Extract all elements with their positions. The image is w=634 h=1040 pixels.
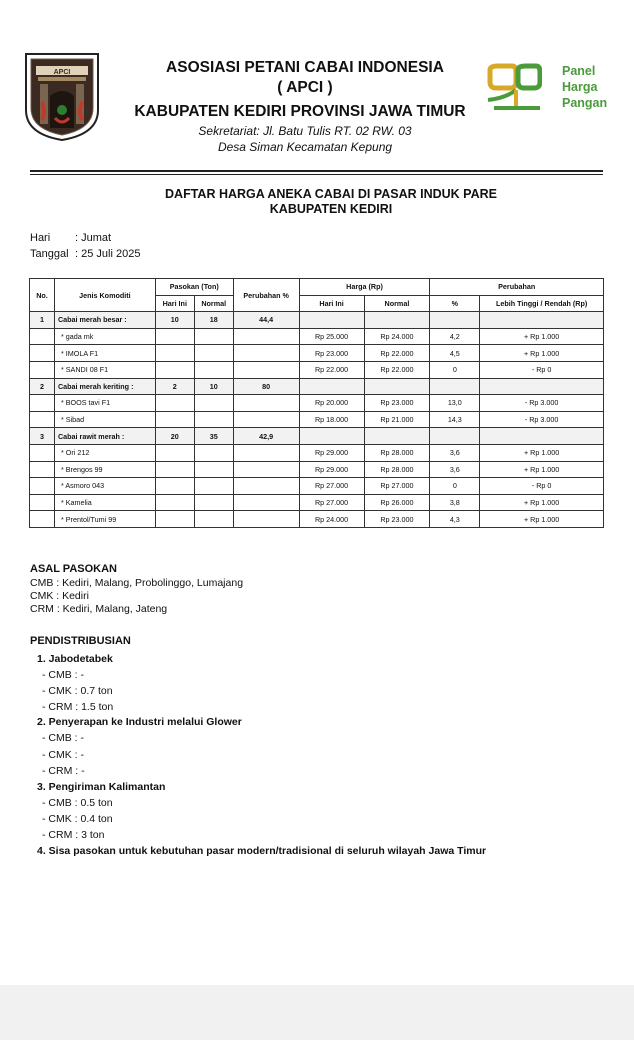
col-harga: Harga (Rp) [299, 279, 430, 296]
table-row [30, 411, 604, 428]
category-no: 1 [30, 312, 55, 329]
variety-name: * Sibad [54, 411, 155, 428]
org-name: ASOSIASI PETANI CABAI INDONESIA [166, 59, 444, 76]
distribusi-line: - CMK : 0.4 ton [42, 813, 113, 825]
asal-line: CMB : Kediri, Malang, Probolinggo, Lumajang [30, 577, 244, 589]
col-price-today: Hari Ini [299, 295, 364, 312]
table-row [30, 361, 604, 378]
price-normal: Rp 27.000 [364, 478, 430, 495]
price-pct: 3,6 [430, 444, 480, 461]
category-row [30, 428, 604, 445]
variety-name: * Asmoro 043 [54, 478, 155, 495]
table-row [30, 444, 604, 461]
category-name: Cabai rawit merah : [54, 428, 155, 445]
price-today: Rp 20.000 [299, 395, 364, 412]
col-supply-today: Hari Ini [155, 295, 194, 312]
date-label: Tanggal [30, 248, 69, 260]
supply-today: 2 [155, 378, 194, 395]
supply-normal: 10 [194, 378, 233, 395]
price-diff: - Rp 0 [480, 478, 604, 495]
price-normal: Rp 21.000 [364, 411, 430, 428]
price-pct: 0 [430, 361, 480, 378]
price-today: Rp 24.000 [299, 511, 364, 528]
partner-word-1: Panel [562, 64, 596, 78]
table-row [30, 395, 604, 412]
asal-line: CMK : Kediri [30, 590, 89, 602]
price-diff: - Rp 3.000 [480, 411, 604, 428]
distribusi-section-title: 1. Jabodetabek [37, 653, 113, 665]
date-value: : 25 Juli 2025 [75, 248, 141, 260]
variety-name: * SANDI 08 F1 [54, 361, 155, 378]
price-diff: + Rp 1.000 [480, 328, 604, 345]
day-value: : Jumat [75, 232, 112, 244]
category-name: Cabai merah keriting : [54, 378, 155, 395]
price-pct: 4,3 [430, 511, 480, 528]
header-divider-thin [30, 174, 603, 175]
price-today: Rp 29.000 [299, 444, 364, 461]
price-normal: Rp 23.000 [364, 395, 430, 412]
address-line-1: Sekretariat: Jl. Batu Tulis RT. 02 RW. 03 [198, 124, 412, 138]
document-title [100, 187, 562, 217]
variety-name: * BOOS tavi F1 [54, 395, 155, 412]
price-diff: + Rp 1.000 [480, 494, 604, 511]
price-today: Rp 23.000 [299, 345, 364, 362]
variety-name: * Brengos 99 [54, 461, 155, 478]
price-diff: + Rp 1.000 [480, 345, 604, 362]
distribusi-line: - CMB : - [42, 669, 84, 681]
table-row [30, 328, 604, 345]
supply-change: 42,9 [233, 428, 299, 445]
distribusi-title: PENDISTRIBUSIAN [30, 635, 131, 647]
price-pct: 3,8 [430, 494, 480, 511]
price-normal: Rp 28.000 [364, 444, 430, 461]
variety-name: * Kamelia [54, 494, 155, 511]
col-jenis: Jenis Komoditi [54, 279, 155, 312]
col-perubahan-pct: Perubahan % [233, 279, 299, 312]
supply-today: 20 [155, 428, 194, 445]
org-region: KABUPATEN KEDIRI PROVINSI JAWA TIMUR [134, 103, 466, 120]
variety-name: * Ori 212 [54, 444, 155, 461]
panel-harga-pangan-logo-icon [486, 62, 542, 112]
col-diff: Lebih Tinggi / Rendah (Rp) [480, 295, 604, 312]
table-row [30, 494, 604, 511]
asal-line: CRM : Kediri, Malang, Jateng [30, 603, 168, 615]
distribusi-section-title: 4. Sisa pasokan untuk kebutuhan pasar modern/tradisional di seluruh wilayah Jawa Timur [37, 845, 487, 857]
supply-normal: 18 [194, 312, 233, 329]
col-price-normal: Normal [364, 295, 430, 312]
price-today: Rp 29.000 [299, 461, 364, 478]
price-diff: - Rp 0 [480, 361, 604, 378]
distribusi-section-title: 2. Penyerapan ke Industri melalui Glower [37, 716, 242, 728]
price-today: Rp 18.000 [299, 411, 364, 428]
price-normal: Rp 22.000 [364, 361, 430, 378]
variety-name: * IMOLA F1 [54, 345, 155, 362]
category-no: 3 [30, 428, 55, 445]
date-row [30, 248, 140, 260]
partner-word-2: Harga [562, 80, 598, 94]
col-pasokan: Pasokan (Ton) [155, 279, 233, 296]
distribusi-line: - CMK : 0.7 ton [42, 685, 113, 697]
col-no: No. [30, 279, 55, 312]
price-normal: Rp 22.000 [364, 345, 430, 362]
price-today: Rp 22.000 [299, 361, 364, 378]
table-row [30, 511, 604, 528]
distribusi-line: - CMK : - [42, 749, 84, 761]
distribusi-line: - CMB : 0.5 ton [42, 797, 113, 809]
title-line-1: DAFTAR HARGA ANEKA CABAI DI PASAR INDUK PARE [165, 187, 497, 201]
svg-text:APCI: APCI [53, 69, 71, 76]
price-diff: + Rp 1.000 [480, 511, 604, 528]
price-diff: + Rp 1.000 [480, 461, 604, 478]
price-today: Rp 25.000 [299, 328, 364, 345]
category-no: 2 [30, 378, 55, 395]
price-normal: Rp 23.000 [364, 511, 430, 528]
supply-change: 80 [233, 378, 299, 395]
asal-pasokan-title: ASAL PASOKAN [30, 563, 117, 575]
price-today: Rp 27.000 [299, 478, 364, 495]
category-row [30, 312, 604, 329]
price-pct: 3,6 [430, 461, 480, 478]
address-line-2: Desa Siman Kecamatan Kepung [217, 140, 393, 154]
supply-change: 44,4 [233, 312, 299, 329]
apci-logo [22, 50, 102, 142]
distribusi-line: - CRM : 1.5 ton [42, 701, 114, 713]
panel-harga-pangan-wordmark [562, 63, 607, 111]
price-diff: - Rp 3.000 [480, 395, 604, 412]
price-normal: Rp 28.000 [364, 461, 430, 478]
price-diff: + Rp 1.000 [480, 444, 604, 461]
distribusi-line: - CRM : 3 ton [42, 829, 105, 841]
price-table [29, 278, 604, 528]
header-divider-thick [30, 170, 603, 172]
partner-word-3: Pangan [562, 96, 608, 110]
title-line-2: KABUPATEN KEDIRI [269, 202, 393, 216]
bottom-background [0, 985, 634, 1040]
col-perubahan: Perubahan [430, 279, 604, 296]
price-pct: 4,2 [430, 328, 480, 345]
supply-today: 10 [155, 312, 194, 329]
day-label: Hari [30, 232, 51, 244]
distribusi-section-title: 3. Pengiriman Kalimantan [37, 781, 166, 793]
price-pct: 4,5 [430, 345, 480, 362]
price-today: Rp 27.000 [299, 494, 364, 511]
variety-name: * gada mk [54, 328, 155, 345]
price-pct: 14,3 [430, 411, 480, 428]
price-pct: 0 [430, 478, 480, 495]
day-row [30, 232, 111, 244]
table-row [30, 345, 604, 362]
price-normal: Rp 24.000 [364, 328, 430, 345]
table-row [30, 461, 604, 478]
col-supply-normal: Normal [194, 295, 233, 312]
price-normal: Rp 26.000 [364, 494, 430, 511]
variety-name: * Prentol/Tumi 99 [54, 511, 155, 528]
distribusi-line: - CRM : - [42, 765, 85, 777]
org-abbreviation: ( APCI ) [277, 79, 333, 96]
col-pct: % [430, 295, 480, 312]
supply-normal: 35 [194, 428, 233, 445]
category-row [30, 378, 604, 395]
table-row [30, 478, 604, 495]
distribusi-line: - CMB : - [42, 732, 84, 744]
price-pct: 13,0 [430, 395, 480, 412]
category-name: Cabai merah besar : [54, 312, 155, 329]
